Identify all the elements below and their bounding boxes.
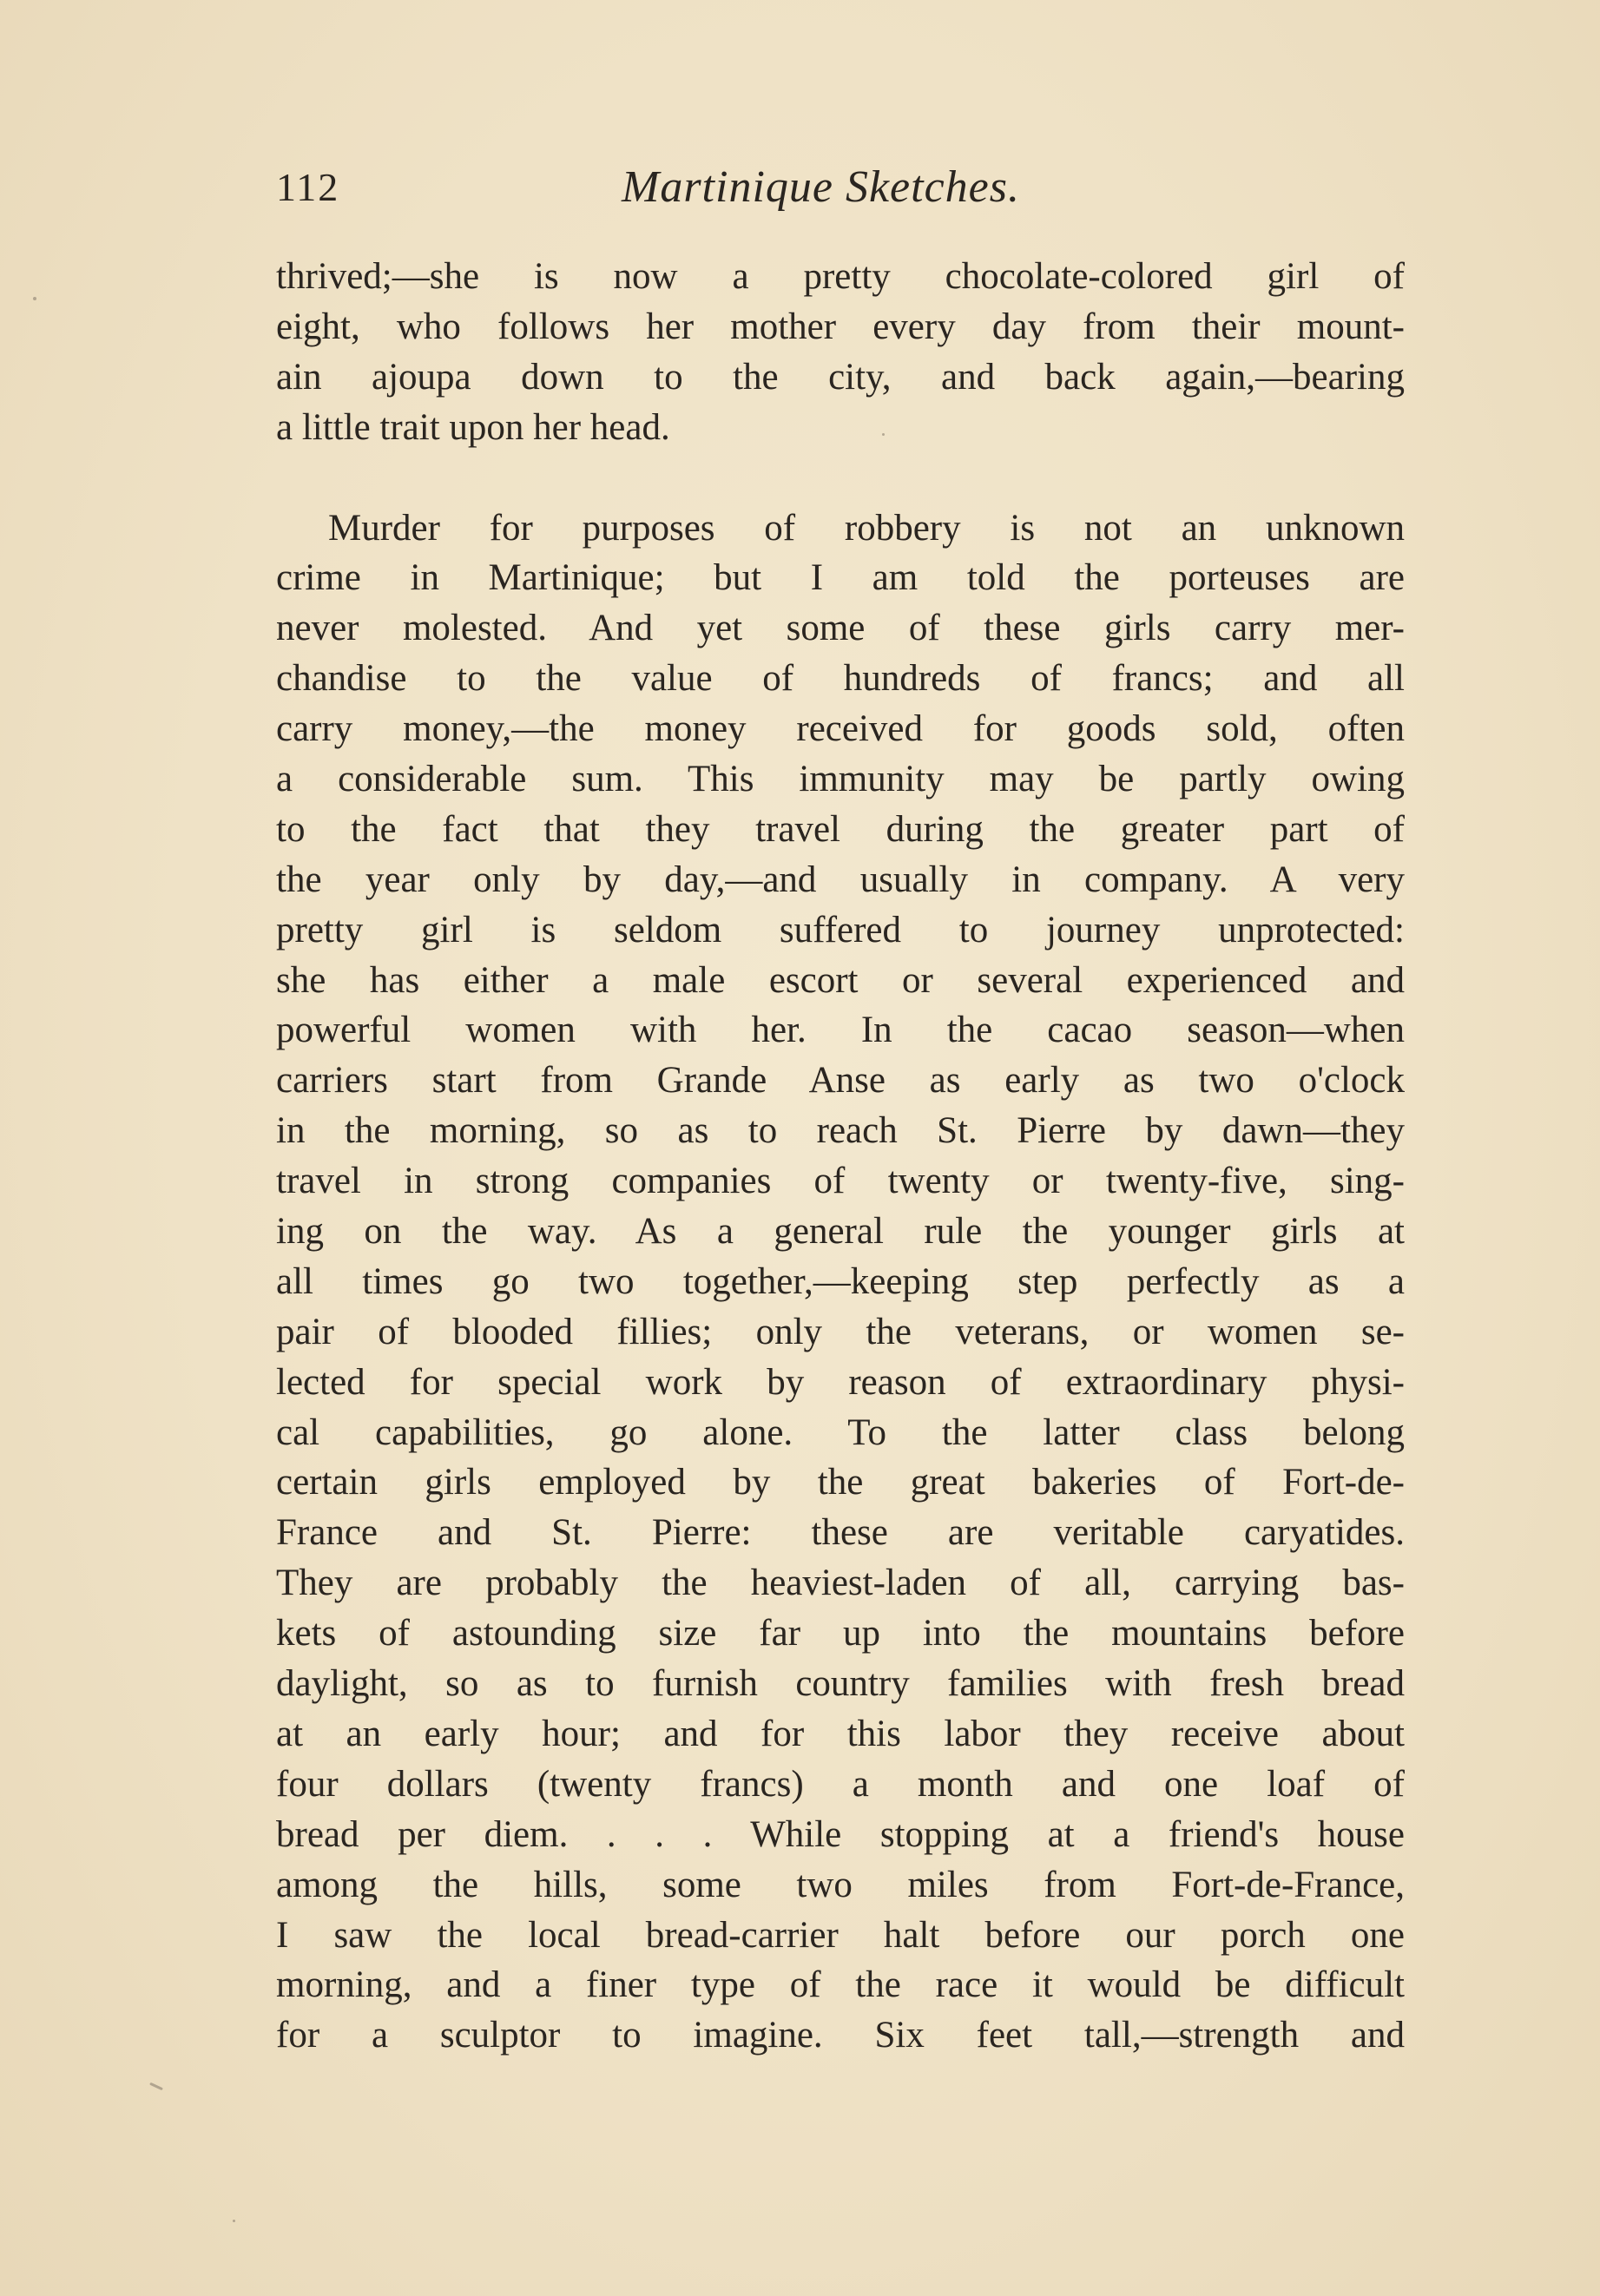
paragraph-2 bbox=[276, 503, 1405, 2062]
text-line: kets of astounding size far up into the mountains before bbox=[276, 1613, 1405, 1655]
text-line: bread per diem. . . . While stopping at a friend's house bbox=[276, 1813, 1405, 1855]
text-line: all times go two together,—keeping step perfectly as a bbox=[276, 1260, 1405, 1302]
text-line: I saw the local bread-carrier halt before our porch one bbox=[276, 1914, 1405, 1956]
paper-speck bbox=[33, 297, 36, 300]
page-number: 112 bbox=[276, 165, 340, 209]
paragraph-1 bbox=[276, 252, 1405, 453]
text-line: to the fact that they travel during the greater part of bbox=[276, 808, 1405, 850]
text-line: morning, and a finer type of the race it would be difficult bbox=[276, 1964, 1405, 2006]
page-header bbox=[276, 161, 1405, 214]
text-line: eight, who follows her mother every day from their mount- bbox=[276, 306, 1405, 347]
text-line: chandise to the value of hundreds of francs; and all bbox=[276, 658, 1405, 700]
text-line: lected for special work by reason of extraordinary physi- bbox=[276, 1361, 1405, 1403]
text-line: thrived;—she is now a pretty chocolate-colored girl of bbox=[276, 256, 1405, 297]
running-title: Martinique Sketches. bbox=[622, 162, 1020, 212]
paper-speck bbox=[882, 433, 885, 436]
text-line: a little trait upon her head. bbox=[276, 406, 670, 448]
text-line: pair of blooded fillies; only the veterans, or women se- bbox=[276, 1311, 1405, 1352]
body-text bbox=[276, 252, 1405, 2061]
text-line: ing on the way. As a general rule the younger girls at bbox=[276, 1211, 1405, 1253]
text-line: among the hills, some two miles from Fort-de-France, bbox=[276, 1864, 1405, 1905]
text-line: travel in strong companies of twenty or twenty-five, sing- bbox=[276, 1161, 1405, 1202]
text-line: Murder for purposes of robbery is not an unknown bbox=[328, 507, 1405, 549]
text-line: powerful women with her. In the cacao season—when bbox=[276, 1010, 1405, 1051]
text-line: she has either a male escort or several experienced and bbox=[276, 959, 1405, 1001]
text-line: certain girls employed by the great bakeries of Fort-de- bbox=[276, 1462, 1405, 1503]
text-line: at an early hour; and for this labor they receive about bbox=[276, 1713, 1405, 1754]
text-line: France and St. Pierre: these are veritable caryatides. bbox=[276, 1512, 1405, 1554]
text-line: the year only by day,—and usually in company. A very bbox=[276, 859, 1405, 900]
text-line: They are probably the heaviest-laden of all, carrying bas- bbox=[276, 1562, 1405, 1604]
paper-speck bbox=[149, 2082, 163, 2090]
text-line: a considerable sum. This immunity may be partly owing bbox=[276, 759, 1405, 800]
text-line: never molested. And yet some of these girls carry mer- bbox=[276, 608, 1405, 649]
text-line: ain ajoupa down to the city, and back again,—bearing bbox=[276, 356, 1405, 398]
text-line: cal capabilities, go alone. To the latter class belong bbox=[276, 1411, 1405, 1453]
text-line: in the morning, so as to reach St. Pierre by dawn—they bbox=[276, 1110, 1405, 1152]
text-line: four dollars (twenty francs) a month and one loaf of bbox=[276, 1763, 1405, 1805]
text-line: for a sculptor to imagine. Six feet tall,—strength and bbox=[276, 2015, 1405, 2056]
text-line: carriers start from Grande Anse as early as two o'clock bbox=[276, 1060, 1405, 1102]
text-line: pretty girl is seldom suffered to journey unprotected: bbox=[276, 909, 1405, 951]
text-line: crime in Martinique; but I am told the porteuses are bbox=[276, 557, 1405, 599]
paper-speck bbox=[233, 2220, 235, 2222]
text-line: daylight, so as to furnish country families with fresh bread bbox=[276, 1663, 1405, 1705]
text-line: carry money,—the money received for goods sold, often bbox=[276, 708, 1405, 750]
